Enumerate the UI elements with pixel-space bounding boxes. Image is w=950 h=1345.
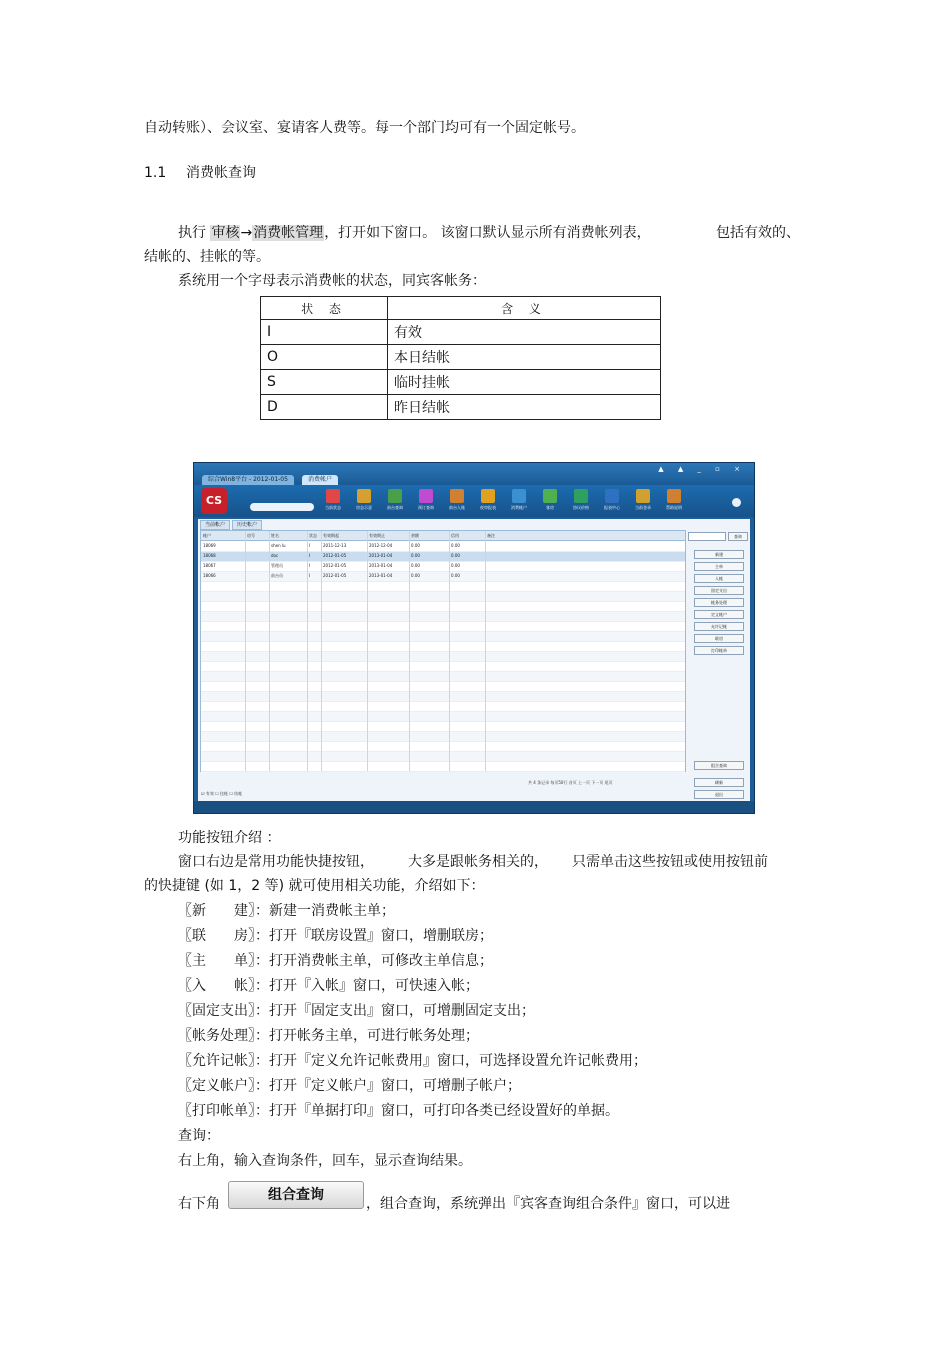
query-text: 右上角，输入查询条件，回车，显示查询结果。: [178, 1153, 472, 1169]
grid-cell: 2013-01-04: [369, 563, 393, 568]
toolbar-label: 消费帐户: [511, 505, 527, 510]
function-item: 〖入 帐〗：打开『入帐』窗口，可快速入帐；: [178, 978, 479, 994]
grid-header-cell[interactable]: 帐户: [203, 533, 211, 538]
software-window-screenshot: [193, 462, 755, 814]
grid-cell: 0.00: [451, 553, 460, 558]
grid-cell: I: [309, 553, 311, 558]
toolbar-button[interactable]: [537, 489, 563, 511]
bottom-pre: 右下角: [178, 1196, 220, 1212]
grid-cell: 2013-01-04: [369, 573, 393, 578]
toolbar-label: 前台查询: [387, 505, 403, 510]
section-title: 消费帐查询: [186, 165, 256, 181]
toolbar-label: 客房: [546, 505, 554, 510]
toolbar-icon: [357, 489, 371, 503]
toolbar-icon: [512, 489, 526, 503]
grid-cell: 0.00: [411, 573, 420, 578]
window-tab[interactable]: 综合Win8平台 - 2012-01-05: [202, 475, 294, 485]
function-item: 〖新 建〗：新建一消费帐主单；: [178, 903, 395, 919]
table-row[interactable]: [201, 761, 685, 772]
toolbar-button[interactable]: [351, 489, 377, 511]
grid-header-cell[interactable]: 状态: [309, 533, 317, 538]
side-function-button[interactable]: 允许记帐: [694, 622, 744, 631]
grid-column-divider: [367, 531, 368, 771]
status-table: [260, 296, 661, 420]
grid-column-divider: [245, 531, 246, 771]
table-row[interactable]: [201, 631, 685, 642]
status-meaning: 昨日结帐: [388, 395, 661, 420]
toolbar-menu-icon[interactable]: [732, 498, 741, 507]
toolbar-label: 房态示意: [356, 505, 372, 510]
toolbar-label: 当前登录: [635, 505, 651, 510]
toolbar-button[interactable]: [630, 489, 656, 511]
table-row[interactable]: [201, 691, 685, 702]
toolbar-button[interactable]: [599, 489, 625, 511]
status-meaning: 临时挂帐: [388, 370, 661, 395]
intro-part-1: 窗口右边是常用功能快捷按钮，: [178, 854, 374, 870]
p2-pre: 执行: [178, 225, 206, 241]
toolbar-label: 预订查询: [418, 505, 434, 510]
window-controls[interactable]: ▲ ▲ _ ▫ ×: [658, 465, 746, 473]
subtab-current[interactable]: 当前帐户: [200, 520, 230, 530]
status-code: D: [261, 395, 388, 420]
toolbar-label: 帮助说明: [666, 505, 682, 510]
menu-consumption-account: 消费帐管理: [253, 225, 324, 241]
paragraph-1: 自动转账）、会议室、宴请客人费等。每一个部门均可有一个固定帐号。: [144, 120, 585, 136]
table-row: [261, 395, 661, 420]
grid-header-cell[interactable]: 信用: [451, 533, 459, 538]
side-function-button[interactable]: 主单: [694, 562, 744, 571]
side-function-button[interactable]: 打印帐单: [694, 646, 744, 655]
combo-query-button-image: 组合查询: [228, 1181, 364, 1209]
side-function-button[interactable]: 定义帐户: [694, 610, 744, 619]
table-row[interactable]: [201, 671, 685, 682]
grid-header-cell[interactable]: 有效期止: [369, 533, 385, 538]
grid-cell: I: [309, 543, 311, 548]
app-logo: CS: [201, 488, 227, 514]
status-code: O: [261, 345, 388, 370]
function-item: 〖主 单〗：打开消费帐主单，可修改主单信息；: [178, 953, 493, 969]
table-row[interactable]: [201, 661, 685, 672]
toolbar-icon: [388, 489, 402, 503]
section2-title: 功能按钮介绍 ：: [178, 830, 281, 846]
table-header-status: 状 态: [261, 297, 388, 320]
toolbar-icon: [667, 489, 681, 503]
toolbar-button[interactable]: [568, 489, 594, 511]
toolbar-icon: [543, 489, 557, 503]
grid-cell: 2013-01-04: [369, 553, 393, 558]
toolbar-icon: [481, 489, 495, 503]
toolbar-label: 报表中心: [604, 505, 620, 510]
toolbar-icon: [326, 489, 340, 503]
status-code: S: [261, 370, 388, 395]
function-item: 〖帐务处理〗：打开帐务主单，可进行帐务处理；: [178, 1028, 479, 1044]
toolbar-label: 协议价格: [573, 505, 589, 510]
grid-column-divider: [485, 531, 486, 771]
grid-column-divider: [269, 531, 270, 771]
subtabs: [200, 520, 264, 529]
grid-cell: 管理员: [271, 563, 283, 568]
grid-cell: 前台员: [271, 573, 283, 578]
grid-cell: I: [309, 563, 311, 568]
status-filter-checks[interactable]: ☑ 有效 ☐ 挂帐 ☐ 结帐: [201, 791, 243, 796]
table-row: [261, 320, 661, 345]
toolbar-button[interactable]: [506, 489, 532, 511]
subtab-history[interactable]: 历史帐户: [232, 520, 262, 530]
grid-header-cell[interactable]: 余额: [411, 533, 419, 538]
exit-button[interactable]: 退出: [694, 790, 744, 799]
toolbar-icon: [450, 489, 464, 503]
query-label: 查询：: [178, 1128, 220, 1144]
p2-tail: 包括有效的、: [716, 225, 800, 241]
grid-cell: 0.00: [451, 543, 460, 548]
grid-cell: shen lu: [271, 543, 286, 548]
toolbar-label: 前台入账: [449, 505, 465, 510]
grid-column-divider: [307, 531, 311, 771]
grid-header-cell[interactable]: 姓名: [271, 533, 279, 538]
grid-cell: 0.00: [451, 573, 460, 578]
accounts-grid: [200, 530, 686, 772]
window-body: [198, 519, 750, 801]
paragraph-2: [178, 224, 651, 242]
function-item: 〖打印帐单〗：打开『单据打印』窗口，可打印各类已经设置好的单据。: [178, 1103, 619, 1119]
table-row[interactable]: [201, 711, 685, 722]
table-row: [261, 345, 661, 370]
grid-cell: 2012-01-05: [323, 573, 347, 578]
function-item: 〖联 房〗：打开『联房设置』窗口，增删联房；: [178, 928, 493, 944]
table-row[interactable]: [201, 581, 685, 592]
toolbar-button[interactable]: [661, 489, 687, 511]
table-row[interactable]: [201, 731, 685, 742]
toolbar-button[interactable]: [320, 489, 346, 511]
table-row[interactable]: [201, 611, 685, 622]
grid-cell: 0.00: [411, 563, 420, 568]
grid-cell: 0.00: [451, 563, 460, 568]
side-function-button[interactable]: 联房: [694, 634, 744, 643]
bottom-post: ，组合查询，系统弹出『宾客查询组合条件』窗口，可以进: [366, 1196, 730, 1212]
menu-arrow: →: [240, 225, 253, 241]
grid-cell: 2012-01-05: [323, 563, 347, 568]
grid-header-cell[interactable]: 房号: [247, 533, 255, 538]
function-item: 〖允许记帐〗：打开『定义允许记帐费用』窗口，可选择设置允许记帐费用；: [178, 1053, 647, 1069]
table-row[interactable]: [201, 751, 685, 762]
toolbar-button[interactable]: [475, 489, 501, 511]
table-row: [261, 370, 661, 395]
function-item: 〖固定支出〗：打开『固定支出』窗口，可增删固定支出；: [178, 1003, 535, 1019]
paragraph-3: 系统用一个字母表示消费帐的状态，同宾客帐务：: [178, 273, 486, 289]
menu-audit: 审核: [211, 225, 240, 241]
grid-cell: 0.00: [411, 543, 420, 548]
window-statusbar: [194, 801, 754, 813]
combo-query-button[interactable]: 组合查询: [694, 761, 744, 770]
grid-cell: 0.00: [411, 553, 420, 558]
side-function-button[interactable]: 帐务处理: [694, 598, 744, 607]
table-row[interactable]: [201, 591, 685, 602]
grid-cell: I: [309, 573, 311, 578]
grid-column-divider: [321, 531, 322, 771]
pager[interactable]: 共 4 条记录 每页50行 首页 上一页 下一页 尾页: [528, 780, 613, 785]
intro-line-2: 的快捷键 (如 1，2 等) 就可使用相关功能，介绍如下：: [144, 878, 485, 894]
toolbar-label: 当前状态: [325, 505, 341, 510]
refresh-button[interactable]: 刷新: [694, 778, 744, 787]
grid-cell: 2012-12-04: [369, 543, 393, 548]
status-meaning: 有效: [388, 320, 661, 345]
side-function-button[interactable]: 固定支出: [694, 586, 744, 595]
table-row[interactable]: [201, 721, 685, 732]
toolbar-search-input[interactable]: [250, 503, 314, 511]
paragraph-2-line2: 结帐的、挂帐的等。: [144, 249, 270, 265]
section-number: 1.1: [144, 165, 167, 181]
toolbar-label: 夜审报表: [480, 505, 496, 510]
intro-part-2: 大多是跟帐务相关的，: [408, 854, 548, 870]
toolbar-icon: [419, 489, 433, 503]
toolbar-button[interactable]: [382, 489, 408, 511]
grid-cell: 18067: [203, 563, 216, 568]
table-row[interactable]: [201, 741, 685, 752]
toolbar-button[interactable]: [444, 489, 470, 511]
table-row[interactable]: [201, 651, 685, 662]
toolbar-icon: [605, 489, 619, 503]
table-row[interactable]: [201, 621, 685, 632]
grid-cell: 2012-01-05: [323, 553, 347, 558]
table-row[interactable]: [201, 601, 685, 612]
status-meaning: 本日结帐: [388, 345, 661, 370]
function-item: 〖定义帐户〗：打开『定义帐户』窗口，可增删子帐户；: [178, 1078, 521, 1094]
grid-header-cell[interactable]: 备注: [487, 533, 495, 538]
grid-column-divider: [409, 531, 410, 771]
intro-part-3: 只需单击这些按钮或使用按钮前: [572, 854, 768, 870]
p2-post: ，打开如下窗口。 该窗口默认显示所有消费帐列表，: [324, 225, 651, 241]
grid-header-cell[interactable]: 有效期起: [323, 533, 339, 538]
status-code: I: [261, 320, 388, 345]
grid-cell: 18069: [203, 543, 216, 548]
side-search-input[interactable]: [688, 532, 726, 541]
window-titlebar: [194, 463, 754, 485]
side-function-button[interactable]: 入帐: [694, 574, 744, 583]
side-search-button[interactable]: 查询: [728, 532, 748, 541]
grid-column-divider: [449, 531, 450, 771]
grid-cell: doc: [271, 553, 279, 558]
table-header-meaning: 含 义: [388, 297, 661, 320]
table-row[interactable]: [201, 701, 685, 712]
grid-cell: 18066: [203, 573, 216, 578]
window-tab-active[interactable]: 消费帐户: [302, 475, 338, 485]
grid-cell: 18068: [203, 553, 216, 558]
toolbar-icon: [636, 489, 650, 503]
table-row[interactable]: [201, 641, 685, 652]
toolbar-icon: [574, 489, 588, 503]
grid-cell: 2011-12-13: [323, 543, 347, 548]
side-function-button[interactable]: 新建: [694, 550, 744, 559]
table-row[interactable]: [201, 681, 685, 692]
toolbar-button[interactable]: [413, 489, 439, 511]
